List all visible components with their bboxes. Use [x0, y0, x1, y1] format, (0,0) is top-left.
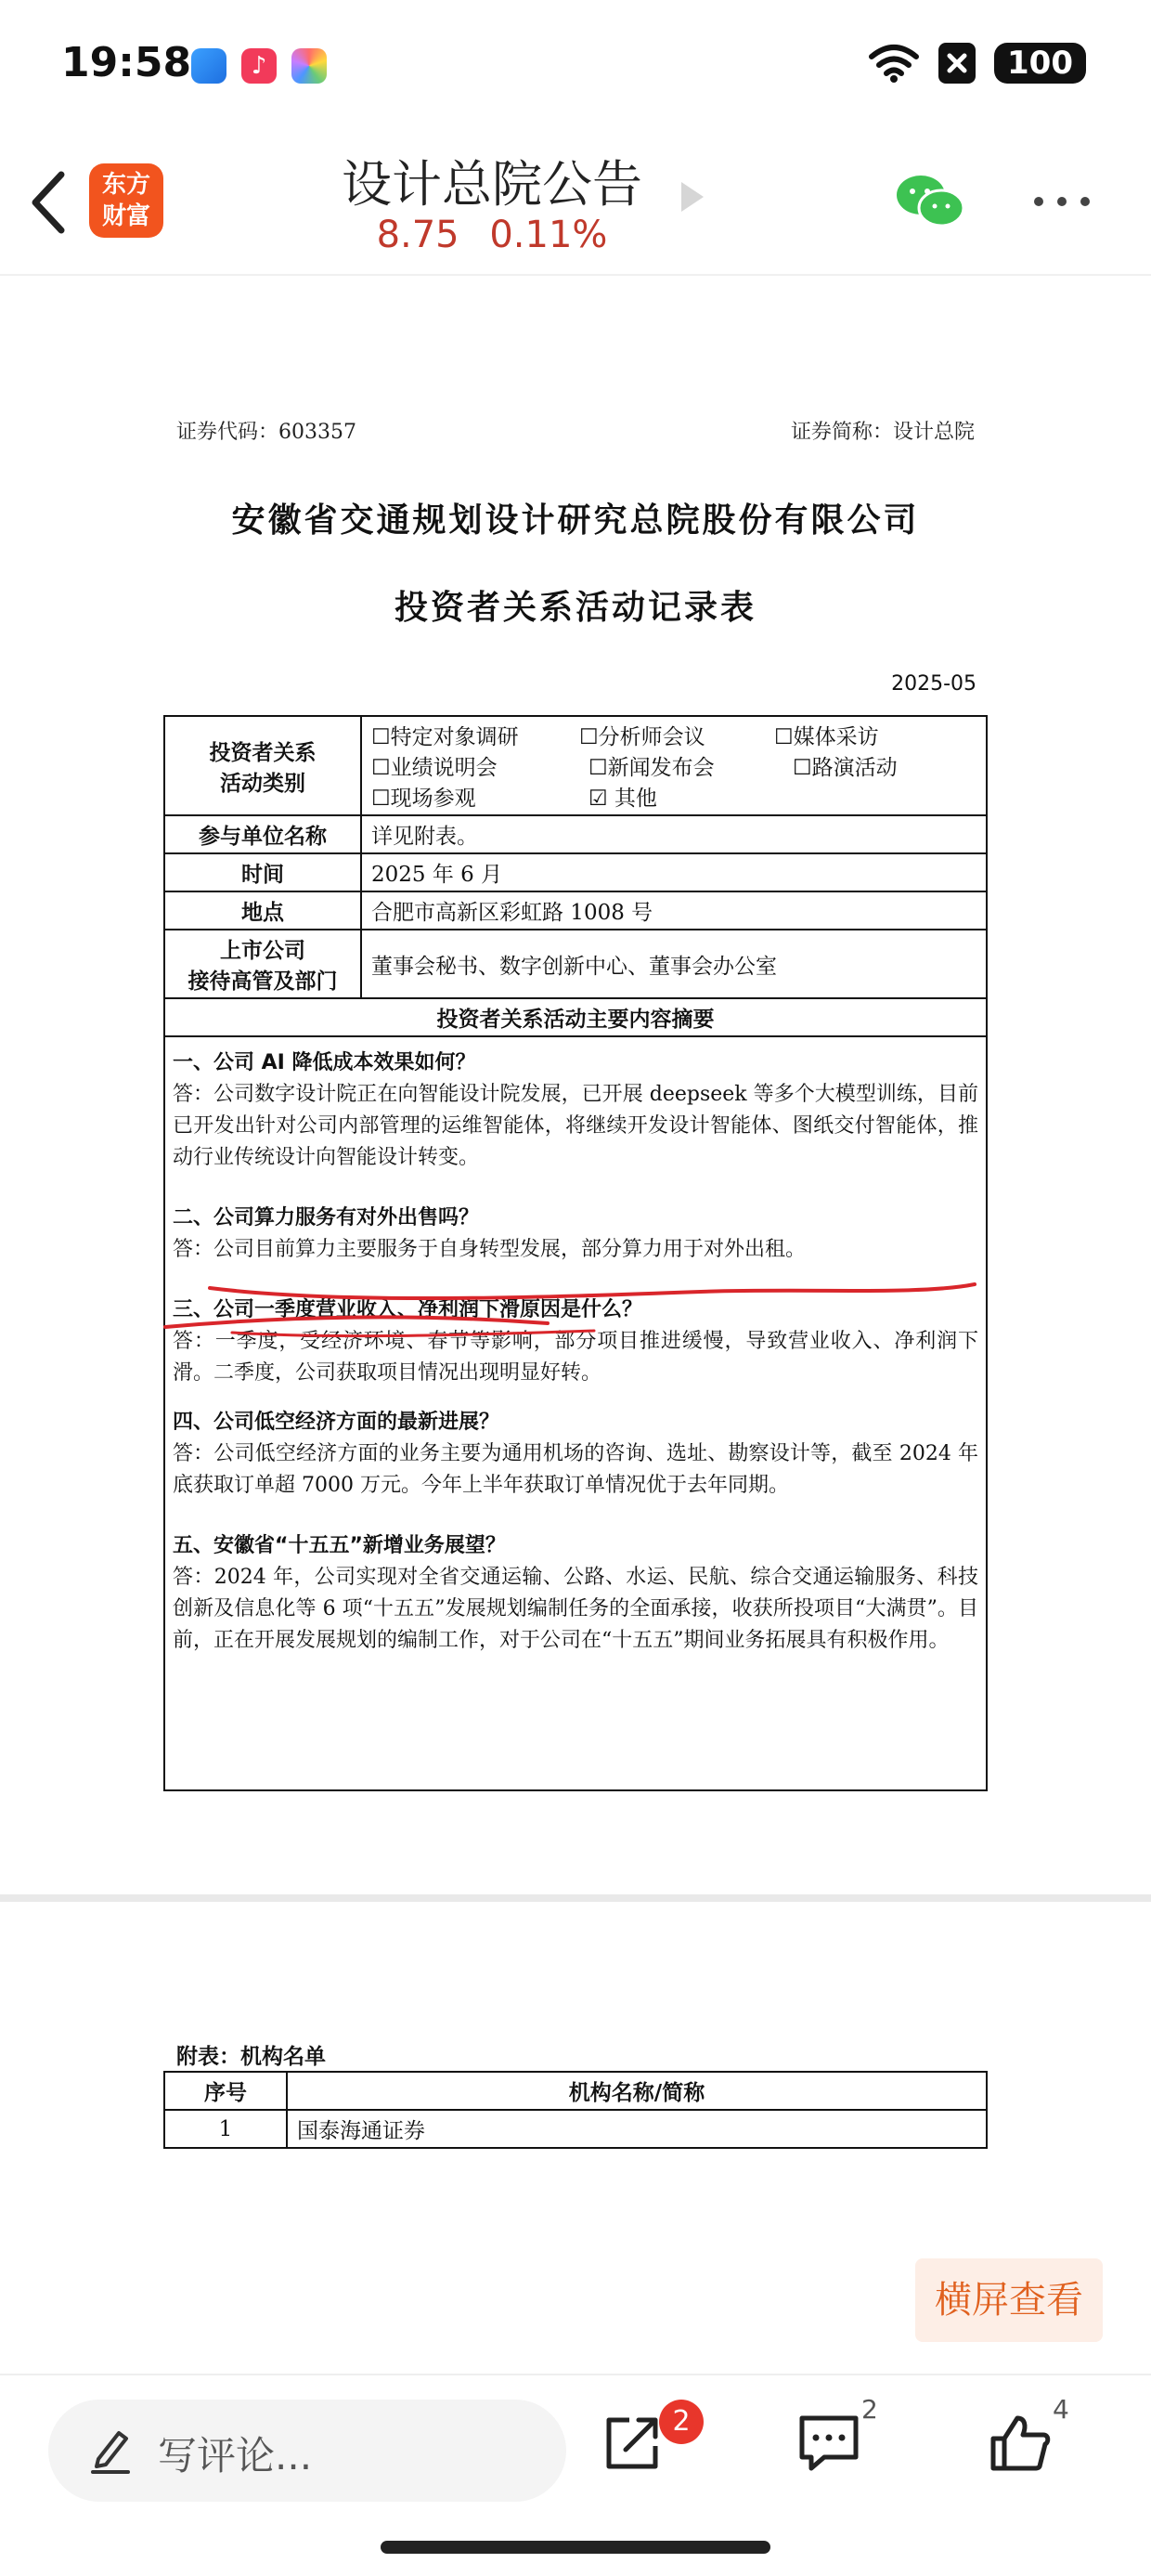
comment-placeholder: 写评论...	[158, 2433, 313, 2478]
close-app-icon	[938, 43, 976, 84]
summary-content	[164, 1036, 987, 1790]
participants-label: 参与单位名称	[164, 815, 361, 853]
table-row	[164, 998, 987, 1036]
answer: 答：公司数字设计院正在向智能设计院发展，已开展 deepseek 等多个大模型训练，目前已开发出针对公司内部管理的运维智能体，将继续开发设计智能体、图纸交付智能体，推动行业传统设计向智能设计转变。	[173, 1083, 978, 1169]
status-indicators	[868, 43, 1086, 84]
category-option-row	[371, 750, 976, 781]
staff-label-line-2: 接待高管及部门	[188, 969, 338, 994]
appendix-title: 附表：机构名单	[176, 2045, 326, 2069]
answer: 答：2024 年，公司实现对全省交通运输、公路、水运、民航、综合交通运输服务、科技创新及信息化等 6 项“十五五”发展规划编制任务的全面承接，收获所投项目“大满贯”。目前，正在开展发展规划的编制工作，对于公司在“十五五”期间业务拓展具有积极作用。	[173, 1566, 978, 1652]
checkbox-roadshow: ☐路演活动	[793, 756, 898, 780]
stock-price: 8.75	[376, 214, 459, 256]
participants-value: 详见附表。	[361, 815, 987, 853]
page-divider	[0, 1894, 1151, 1902]
share-badge: 2	[659, 2400, 704, 2444]
status-bar	[0, 0, 1151, 139]
document-subtitle: 投资者关系活动记录表	[394, 589, 757, 627]
staff-value: 董事会秘书、数字创新中心、董事会办公室	[361, 930, 987, 998]
checkbox-site-visit: ☐现场参观	[371, 787, 476, 811]
music-app-icon: ♪	[241, 48, 277, 84]
checkbox-earnings-call: ☐业绩说明会	[371, 756, 498, 780]
comment-count: 2	[861, 2394, 878, 2425]
stock-quote	[306, 214, 678, 256]
company-name: 安徽省交通规划设计研究总院股份有限公司	[231, 501, 920, 540]
row-institution: 国泰海通证券	[287, 2110, 987, 2148]
checkbox-press-conference: ☐新闻发布会	[588, 756, 715, 780]
like-thumb-icon[interactable]	[988, 2413, 1053, 2474]
question: 四、公司低空经济方面的最新进展？	[173, 1411, 500, 1434]
category-options	[361, 716, 987, 815]
checkbox-other-checked: ☑ 其他	[588, 787, 657, 811]
share-icon[interactable]	[601, 2413, 663, 2474]
wifi-icon	[868, 44, 920, 83]
announcement-document	[0, 279, 1151, 1904]
answer: 答：一季度，受经济环境、春节等影响，部分项目推进缓慢，导致营业收入、净利润下滑。二季度，公司获取项目情况出现明显好转。	[173, 1330, 978, 1385]
wechat-share-icon[interactable]	[895, 173, 965, 232]
app-logo	[89, 163, 163, 238]
table-row	[164, 853, 987, 891]
question: 二、公司算力服务有对外出售吗？	[173, 1206, 480, 1229]
photos-app-icon	[291, 48, 327, 84]
staff-label	[164, 930, 361, 998]
qa-item	[173, 1047, 978, 1174]
table-row	[164, 1036, 987, 1790]
column-header-index: 序号	[164, 2072, 287, 2110]
battery-indicator: 100	[994, 43, 1086, 84]
pencil-icon	[89, 2426, 132, 2474]
question: 三、公司一季度营业收入、净利润下滑原因是什么？	[173, 1298, 643, 1321]
activity-record-table	[163, 715, 988, 1791]
answer: 答：公司目前算力主要服务于自身转型发展，部分算力用于对外出租。	[173, 1238, 807, 1261]
column-header-name: 机构名称/简称	[287, 2072, 987, 2110]
status-time: 19:58	[61, 39, 192, 86]
answer: 答：公司低空经济方面的业务主要为通用机场的咨询、选址、勘察设计等，截至 2024 年底获取订单超 7000 万元。今年上半年获取订单情况优于去年同期。	[173, 1442, 978, 1497]
location-value: 合肥市高新区彩虹路 1008 号	[361, 891, 987, 930]
logo-line-2: 财富	[101, 202, 150, 230]
document-date: 2025-05	[891, 672, 976, 696]
category-label	[164, 716, 361, 815]
question: 一、公司 AI 降低成本效果如何？	[173, 1051, 476, 1074]
table-row	[164, 930, 987, 998]
checkbox-analyst-meeting: ☐分析师会议	[579, 725, 705, 749]
comment-icon[interactable]	[796, 2413, 861, 2474]
navigation-header	[0, 139, 1151, 276]
staff-label-line-1: 上市公司	[220, 939, 305, 963]
summary-header: 投资者关系活动主要内容摘要	[164, 998, 987, 1036]
bottom-action-bar	[0, 2374, 1151, 2576]
comment-input[interactable]	[48, 2400, 566, 2502]
browser-app-icon	[191, 48, 226, 84]
category-option-row	[371, 720, 976, 750]
category-label-line-2: 活动类别	[220, 771, 305, 796]
table-row	[164, 815, 987, 853]
logo-line-1: 东方	[101, 171, 150, 199]
table-row	[164, 2110, 987, 2148]
category-label-line-1: 投资者关系	[209, 740, 317, 765]
table-header-row	[164, 2072, 987, 2110]
more-options-icon[interactable]	[1032, 195, 1092, 208]
checkbox-special-research: ☐特定对象调研	[371, 725, 519, 749]
security-code: 证券代码：603357	[176, 421, 356, 444]
stock-change: 0.11%	[489, 214, 608, 256]
location-label: 地点	[164, 891, 361, 930]
time-value: 2025 年 6 月	[361, 853, 987, 891]
landscape-view-button[interactable]: 横屏查看	[915, 2258, 1103, 2342]
appendix-table	[163, 2071, 988, 2149]
category-option-row	[371, 781, 976, 812]
table-row	[164, 716, 987, 815]
time-label: 时间	[164, 853, 361, 891]
qa-item	[173, 1294, 978, 1389]
back-arrow-icon[interactable]	[20, 165, 76, 240]
security-short-name: 证券简称：设计总院	[790, 421, 975, 444]
like-count: 4	[1053, 2394, 1069, 2425]
row-index: 1	[164, 2110, 287, 2148]
qa-item	[173, 1202, 978, 1266]
qa-item	[173, 1529, 978, 1657]
home-indicator	[381, 2541, 770, 2554]
page-title: 设计总院公告	[342, 155, 642, 214]
play-arrow-icon[interactable]	[679, 180, 705, 214]
question: 五、安徽省“十五五”新增业务展望？	[173, 1534, 506, 1557]
checkbox-media-interview: ☐媒体采访	[774, 725, 879, 749]
qa-item	[173, 1406, 978, 1502]
table-row	[164, 891, 987, 930]
